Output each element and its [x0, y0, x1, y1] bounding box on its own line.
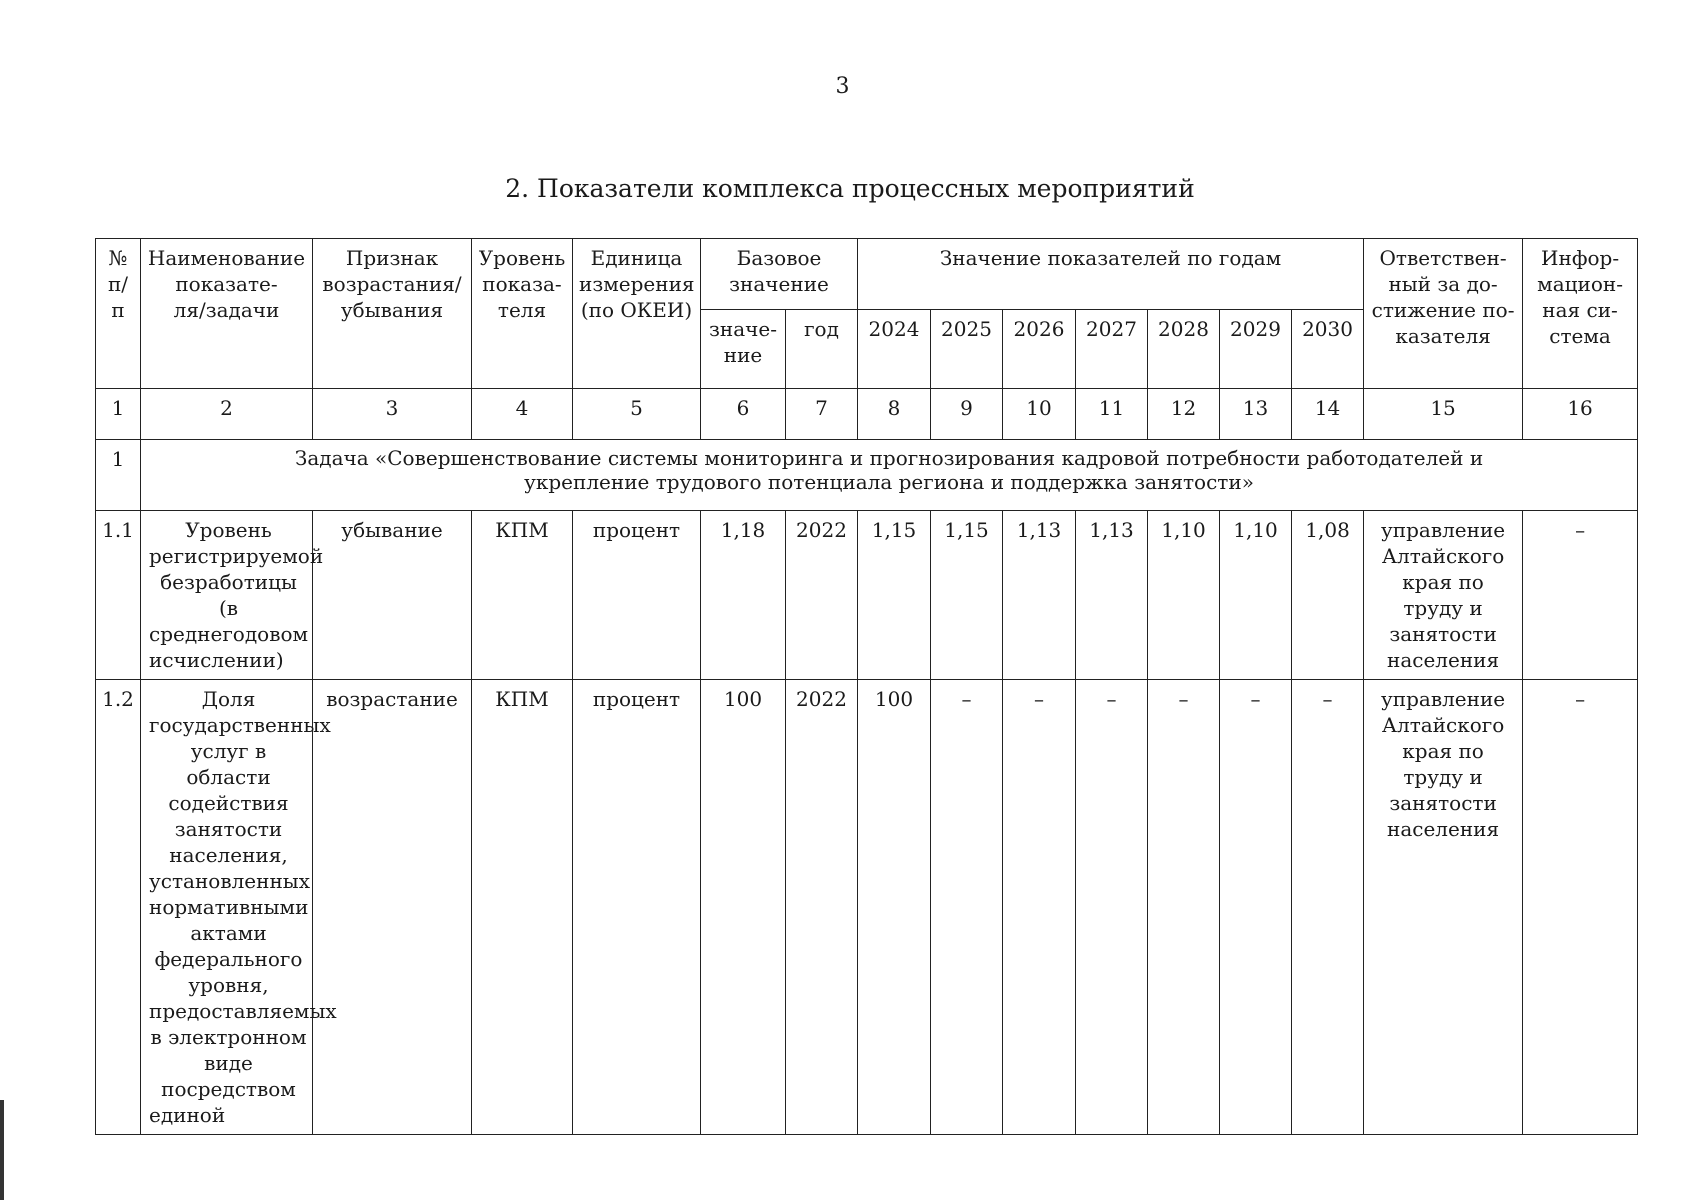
row-value: –: [1076, 680, 1148, 1135]
row-value: 100: [858, 680, 931, 1135]
row-responsible: управление Алтайского края по труду и занятости населения: [1364, 680, 1523, 1135]
column-number: 4: [472, 389, 573, 440]
header-responsible: Ответствен- ный за до- стижение по- казателя: [1364, 239, 1523, 389]
row-value: 1,10: [1220, 511, 1292, 680]
column-number: 12: [1148, 389, 1220, 440]
header-num: № п/п: [96, 239, 141, 389]
column-number: 3: [313, 389, 472, 440]
row-base-value: 100: [701, 680, 786, 1135]
row-name: Доля государственных услуг в области содействия занятости населения, установленных нормативными актами федерального уровня, предоставляемых в электронном виде посредством единой: [141, 680, 313, 1135]
row-base-value: 1,18: [701, 511, 786, 680]
column-number: 6: [701, 389, 786, 440]
row-value: 1,13: [1003, 511, 1076, 680]
row-num: 1.1: [96, 511, 141, 680]
row-num: 1.2: [96, 680, 141, 1135]
column-number: 5: [573, 389, 701, 440]
row-value: 1,15: [858, 511, 931, 680]
document-title: 2. Показатели комплекса процессных мероприятий: [505, 174, 1195, 203]
header-name: Наименование показате- ля/задачи: [141, 239, 313, 389]
row-responsible: управление Алтайского края по труду и занятости населения: [1364, 511, 1523, 680]
task-row: [96, 440, 1638, 511]
row-value: –: [1220, 680, 1292, 1135]
column-number: 1: [96, 389, 141, 440]
column-number: 10: [1003, 389, 1076, 440]
row-sign: возрастание: [313, 680, 472, 1135]
row-base-year: 2022: [786, 511, 858, 680]
row-level: КПМ: [472, 511, 573, 680]
row-base-year: 2022: [786, 680, 858, 1135]
column-number: 16: [1523, 389, 1638, 440]
header-year: 2029: [1220, 310, 1292, 389]
header-values-by-years: Значение показателей по годам: [858, 239, 1364, 310]
row-value: 1,10: [1148, 511, 1220, 680]
column-number: 8: [858, 389, 931, 440]
header-year: 2030: [1292, 310, 1364, 389]
table-row: [96, 511, 1638, 680]
column-number: 15: [1364, 389, 1523, 440]
header-unit: Единица измерения (по ОКЕИ): [573, 239, 701, 389]
header-year: 2024: [858, 310, 931, 389]
header-base-value: значе- ние: [701, 310, 786, 389]
table-row: [96, 680, 1638, 1135]
header-year: 2026: [1003, 310, 1076, 389]
task-num: 1: [96, 440, 141, 511]
column-number: 2: [141, 389, 313, 440]
row-value: –: [1148, 680, 1220, 1135]
task-text: Задача «Совершенствование системы мониторинга и прогнозирования кадровой потребности работодателей и укрепление трудового потенциала региона и поддержка занятости»: [141, 440, 1638, 511]
row-value: 1,15: [931, 511, 1003, 680]
header-level: Уровень показа- теля: [472, 239, 573, 389]
row-info-system: –: [1523, 511, 1638, 680]
row-unit: процент: [573, 680, 701, 1135]
header-year: 2027: [1076, 310, 1148, 389]
row-value: 1,08: [1292, 511, 1364, 680]
row-unit: процент: [573, 511, 701, 680]
row-sign: убывание: [313, 511, 472, 680]
scan-edge-mark: [0, 1100, 4, 1200]
column-number: 7: [786, 389, 858, 440]
header-row: [96, 239, 1638, 310]
header-base-year: год: [786, 310, 858, 389]
row-value: 1,13: [1076, 511, 1148, 680]
indicators-table: [95, 238, 1638, 1135]
row-level: КПМ: [472, 680, 573, 1135]
row-name: Уровень регистрируемой безработицы (в среднегодовом исчислении): [141, 511, 313, 680]
column-number: 9: [931, 389, 1003, 440]
header-year: 2025: [931, 310, 1003, 389]
column-number: 11: [1076, 389, 1148, 440]
header-year: 2028: [1148, 310, 1220, 389]
row-value: –: [931, 680, 1003, 1135]
row-info-system: –: [1523, 680, 1638, 1135]
header-base: Базовое значение: [701, 239, 858, 310]
column-number: 14: [1292, 389, 1364, 440]
row-value: –: [1003, 680, 1076, 1135]
page-number: 3: [835, 74, 850, 99]
header-info-system: Инфор- мацион- ная си- стема: [1523, 239, 1638, 389]
header-sign: Признак возрастания/ убывания: [313, 239, 472, 389]
column-number: 13: [1220, 389, 1292, 440]
column-numbers-row: [96, 389, 1638, 440]
row-value: –: [1292, 680, 1364, 1135]
